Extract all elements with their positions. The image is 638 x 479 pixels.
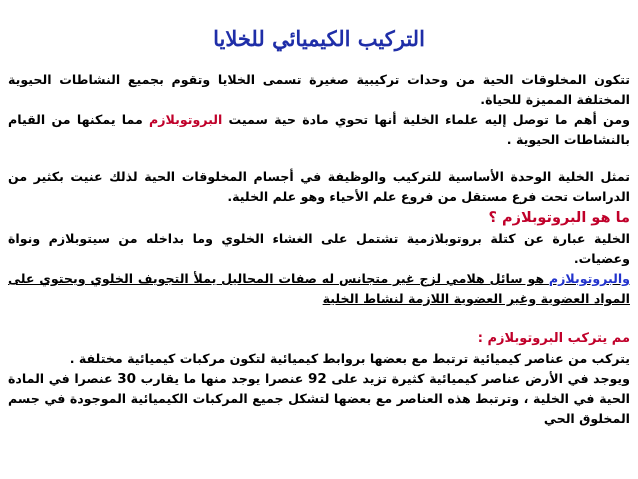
- intro-text: تتكون المخلوقات الحية من وحدات تركيبية صغيرة تسمى الخلايا وتقوم بجميع النشاطات الحيوية المختلفة المميزة للحياة.: [8, 72, 630, 107]
- elements-text-2: عنصرا يوجد منها ما يقارب: [136, 371, 308, 386]
- elements-count-earth: 92: [307, 371, 327, 387]
- elements-paragraph: [8, 369, 630, 429]
- elements-text-3: عنصرا في المادة الحية في الخلية ، وترتبط هذه العناصر مع بعضها لتشكل جميع المركبات الكيميائية الموجودة في جسم المخلوق الحي: [8, 371, 630, 426]
- composition-paragraph: [8, 349, 630, 369]
- protoplasm-discovery-paragraph: [8, 110, 630, 150]
- cell-definition-text: الخلية عبارة عن كتلة بروتوبلازمية تشتمل على الغشاء الخلوي وما بداخله من سيتوبلازم ونواة وعضيات.: [8, 231, 630, 266]
- cell-unit-text: تمثل الخلية الوحدة الأساسية للتركيب والوظيفة في أجسام المخلوقات الحية لذلك عنيت بكثير من الدراسات تحت فرع مستقل من فروع علم الأحياء وهو علم الخلية.: [8, 169, 630, 204]
- question-protoplasm-composition: مم يتركب البروتوبلازم :: [477, 331, 630, 346]
- protoplasm-definition-text: هو سائل هلامي لزج غير متجانس له صفات المحاليل يملأ التجويف الخلوي ويحتوي على المواد العضوية وغير العضوية اللازمة لنشاط الخلية: [8, 271, 630, 306]
- elements-text-1: ويوجد في الأرض عناصر كيميائية كثيرة تزيد على: [326, 371, 630, 386]
- protoplasm-definition-paragraph: [8, 269, 630, 309]
- question-what-is-protoplasm: ما هو البروتوبلازم ؟: [488, 210, 630, 226]
- discovery-text-end: مما يمكنها من القيام بالنشاطات الحيوية .: [8, 112, 630, 147]
- intro-paragraph: [8, 70, 630, 110]
- page-title: التركيب الكيميائي للخلايا: [213, 26, 425, 51]
- cell-definition-paragraph: [8, 229, 630, 269]
- elements-count-living: 30: [117, 371, 137, 387]
- composition-text: يتركب من عناصر كيميائية ترتبط مع بعضها بروابط كيميائية لتكون مركبات كيميائية مختلفة .: [69, 351, 630, 366]
- discovery-text-start: ومن أهم ما توصل إليه علماء الخلية أنها تحوي مادة حية سميت: [222, 112, 631, 127]
- cell-unit-paragraph: [8, 167, 630, 207]
- protoplasm-term: البروتوبلازم: [149, 112, 223, 127]
- protoplasm-definition-term: والبروتوبلازم: [548, 271, 630, 286]
